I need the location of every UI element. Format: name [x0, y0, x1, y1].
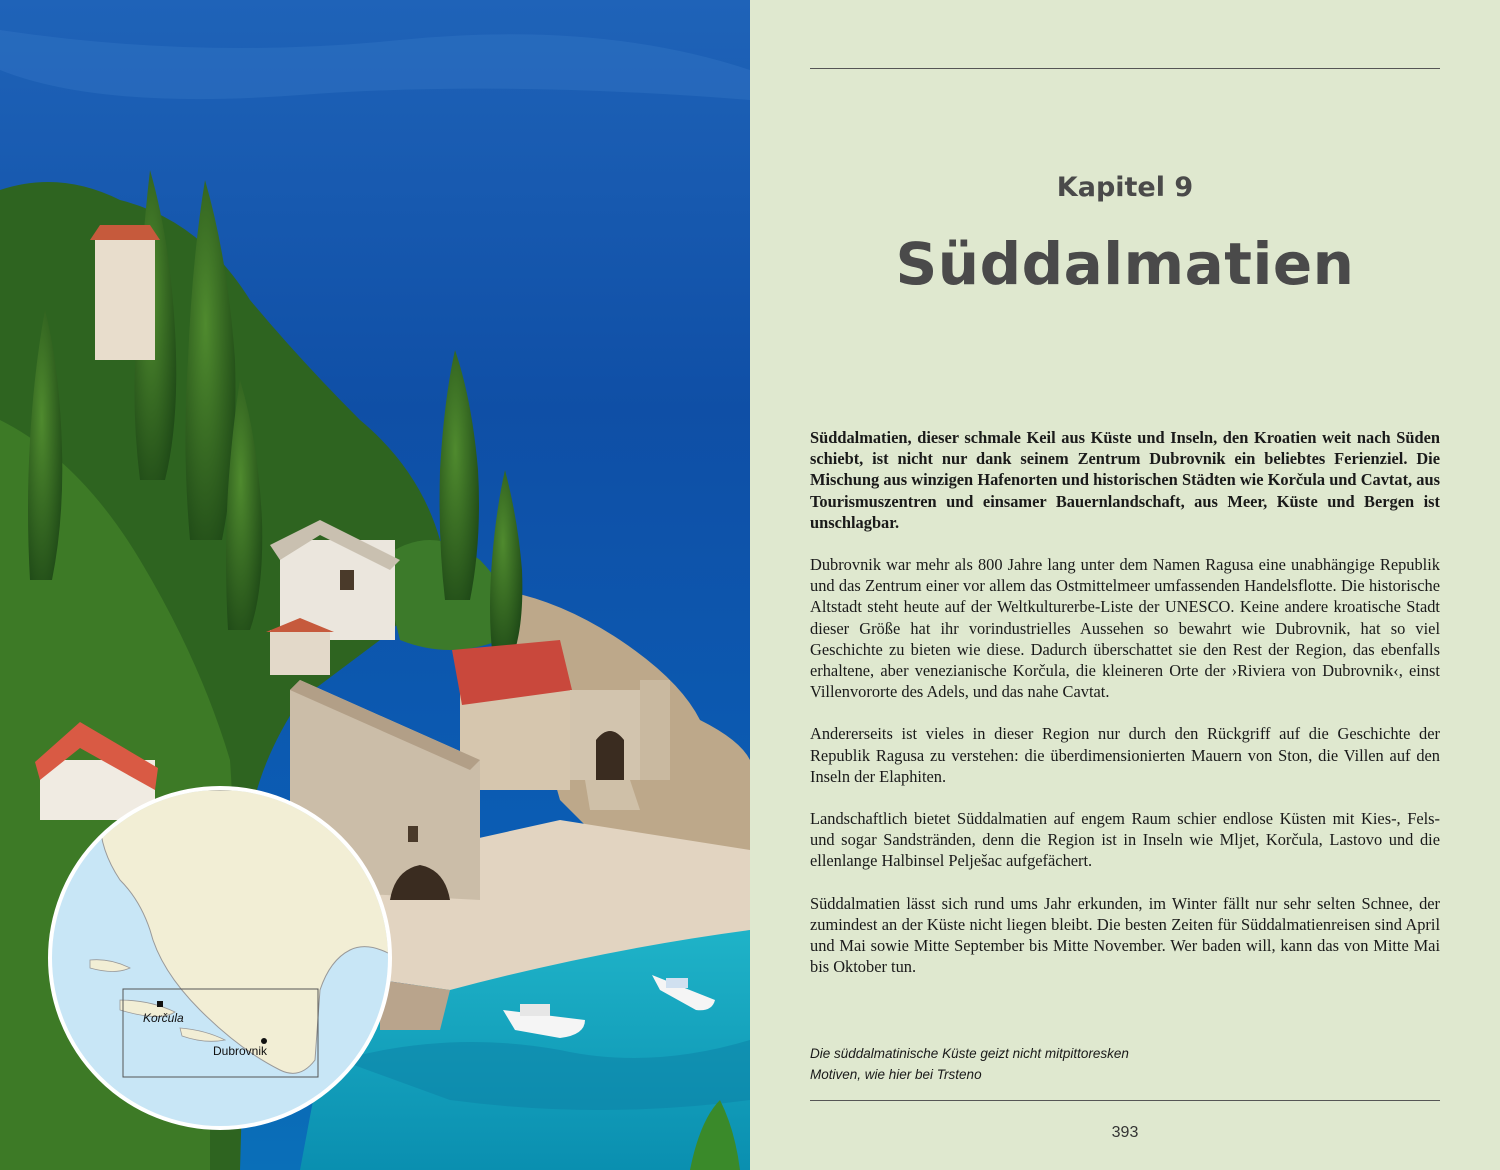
map-label-korcula: Korčula: [143, 1011, 184, 1025]
top-rule: [810, 68, 1440, 69]
bottom-rule: [810, 1100, 1440, 1101]
lead-paragraph: Süddalmatien, dieser schmale Keil aus Küste und Inseln, den Kroatien weit nach Süden schiebt, ist nicht nur dank seinem Zentrum Dubrovnik ein beliebtes Ferienziel. Die Mischung aus winzigen Hafenorten und historischen Städten wie Korčula und Cavtat, aus Tourismuszentren und einsamer Bauernlandschaft, aus Meer, Küste und Bergen ist unschlagbar.: [810, 428, 1440, 532]
paragraph: Andererseits ist vieles in dieser Region nur durch den Rückgriff auf die Geschichte der Republik Ragusa zu verstehen: die überdimensionierten Mauern von Ston, die Villen auf den Inseln der Elaphiten.: [810, 724, 1440, 786]
paragraph: Landschaftlich bietet Süddalmatien auf engem Raum schier endlose Küsten mit Kies-, Fels- und sogar Sandstränden, denn die Region ist in Inseln wie Mljet, Korčula, Lastovo und die ellenlange Halbinsel Pelješac aufgefächert.: [810, 809, 1440, 871]
chapter-title: Süddalmatien: [895, 230, 1355, 298]
body-text: [810, 427, 1440, 998]
paragraph: Süddalmatien lässt sich rund ums Jahr erkunden, im Winter fällt nur sehr selten Schnee, der zumindest an der Küste nicht liegen bleibt. Die besten Zeiten für Süddalmatienreisen sind April und Mai sowie Mitte September bis Mitte November. Wer baden will, kann das von Mitte Mai bis Oktober tun.: [810, 893, 1440, 977]
text-page: [750, 0, 1500, 1170]
paragraph: Dubrovnik war mehr als 800 Jahre lang unter dem Namen Ragusa eine unabhängige Republik und das Zentrum einer vor allem das Ostmittelmeer umfassenden Handelsflotte. Die historische Altstadt steht heute auf der Weltkulturerbe-Liste der UNESCO. Keine andere kroatische Stadt dieser Größe hat ihr vorindustrielles Aussehen so bewahrt wie Dubrovnik, hat so viel Geschichte zu bieten wie diese. Dadurch überschattet sie den Rest der Region, das ebenfalls erhaltene, aber venezianische Korčula, die kleineren Orte der ›Riviera von Dubrovnik‹, einst Villenvororte des Adels, und das nahe Cavtat.: [810, 555, 1440, 702]
chapter-label: Kapitel 9: [1056, 172, 1194, 203]
photo-caption: Die süddalmatinische Küste geizt nicht mitpittoresken Motiven, wie hier bei Trsteno: [810, 1046, 1129, 1082]
page-number: 393: [1111, 1124, 1139, 1141]
map-label-dubrovnik: Dubrovnik: [213, 1044, 268, 1058]
